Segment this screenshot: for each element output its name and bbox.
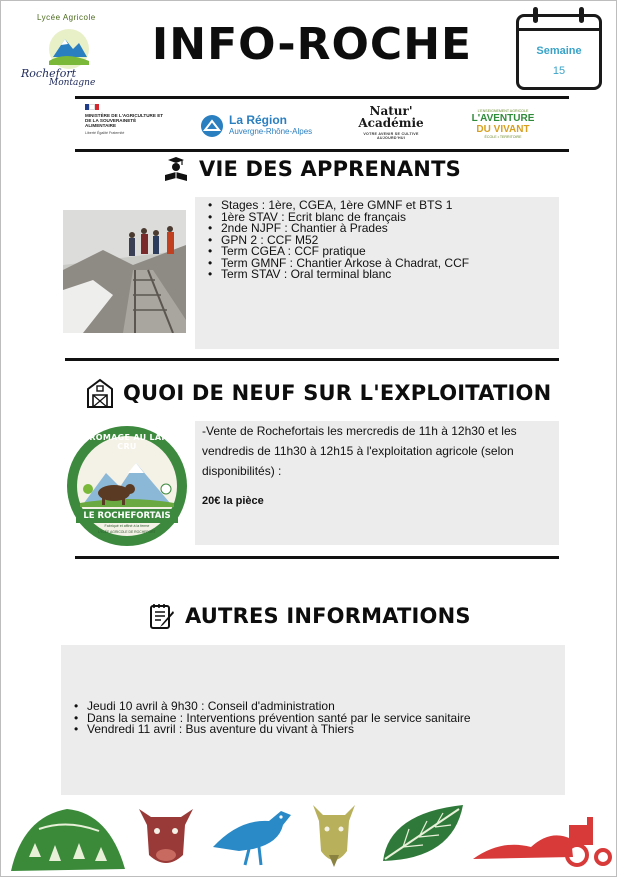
aventure-pre: L'ENSEIGNEMENT AGRICOLE xyxy=(477,109,529,113)
calendar-week-number: 15 xyxy=(552,65,566,77)
apprenants-content-box xyxy=(195,197,559,349)
list-item: • GPN 2 : CCF M52 xyxy=(206,235,559,247)
mountain-logo-icon xyxy=(35,27,95,71)
notepad-pen-icon xyxy=(147,601,177,631)
leaf-icon xyxy=(379,799,467,869)
ministry-motto: Liberté Égalité Fraternité xyxy=(85,130,125,135)
natur-line2: Académie xyxy=(358,116,424,130)
ministry-logo xyxy=(85,104,165,135)
section-title: VIE DES APPRENANTS xyxy=(199,157,461,181)
red-tractor-icon xyxy=(471,799,615,871)
cheese-label-sub: Fabriqué et affiné à la ferme xyxy=(104,524,150,528)
aventure-line1: L'AVENTURE xyxy=(471,113,535,124)
divider xyxy=(75,556,559,559)
section-heading-autres xyxy=(147,601,471,631)
calendar-label: Semaine xyxy=(536,45,582,57)
list-item: • 2nde NJPF : Chantier à Prades xyxy=(206,223,559,235)
cheese-label-bottom: LYCÉE AGRICOLE DE ROCHEFORT xyxy=(98,530,156,534)
price-text: 20€ la pièce xyxy=(202,495,264,507)
list-item: • Jeudi 10 avril à 9h30 : Conseil d'administration xyxy=(72,701,565,713)
region-line2: Auvergne-Rhône-Alpes xyxy=(229,127,313,136)
section-title: QUOI DE NEUF SUR L'EXPLOITATION xyxy=(123,381,552,405)
french-flag-icon xyxy=(85,104,99,110)
goat-head-icon xyxy=(307,799,361,873)
aventure-du-vivant-logo xyxy=(467,109,539,139)
exploitation-content-box xyxy=(195,421,559,545)
list-item: • 1ère STAV : Ecrit blanc de français xyxy=(206,212,559,224)
divider xyxy=(65,358,559,361)
region-logo xyxy=(201,114,321,137)
list-item: • Vendredi 11 avril : Bus aventure du vivant à Thiers xyxy=(72,724,565,736)
barn-icon xyxy=(85,377,115,409)
blue-bird-icon xyxy=(209,799,299,869)
page-title: INFO-ROCHE xyxy=(151,19,473,70)
logo-name-montagne: Montagne xyxy=(49,78,96,88)
region-mountain-icon xyxy=(201,115,223,137)
natur-academie-logo xyxy=(351,105,431,140)
aventure-post: ÉCOLE • TERRITOIRE xyxy=(484,135,522,139)
rochefortais-cheese-label xyxy=(66,425,188,547)
region-line1: La Région xyxy=(229,113,288,127)
apprenants-list xyxy=(206,200,559,281)
section-title: AUTRES INFORMATIONS xyxy=(185,604,471,628)
school-logo xyxy=(19,11,117,89)
week-calendar xyxy=(516,14,602,90)
list-item: • Stages : 1ère, CGEA, 1ère GMNF et BTS 1 xyxy=(206,200,559,212)
autres-content-box xyxy=(61,645,565,795)
section-heading-exploitation xyxy=(85,377,551,409)
sale-description: -Vente de Rochefortais les mercredis de 11h à 12h30 et les vendredis de 11h30 à 12h15 à l'exploitation agricole (selon disponibilités) : xyxy=(202,424,517,478)
section-heading-apprenants xyxy=(161,154,461,184)
divider xyxy=(75,149,569,152)
cheese-label-top: FROMAGE AU LAIT CRU xyxy=(83,433,171,451)
divider xyxy=(75,96,569,99)
calendar-ring-icon xyxy=(579,7,584,23)
green-hill-icon xyxy=(9,799,127,875)
students-hike-photo xyxy=(63,210,186,333)
logo-name-rochefort: Rochefort xyxy=(21,67,77,80)
list-item: • Dans la semaine : Interventions prévention santé par le service sanitaire xyxy=(72,713,565,725)
cow-head-icon xyxy=(131,799,201,873)
student-reading-icon xyxy=(161,154,191,184)
ministry-title: MINISTÈRE DE L'AGRICULTURE ET DE LA SOUVERAINETÉ ALIMENTAIRE xyxy=(85,113,164,129)
logo-arc-text: Lycée Agricole xyxy=(37,13,96,22)
natur-line1: Natur' xyxy=(369,104,413,118)
natur-tagline: VOTRE AVENIR SE CULTIVE AUJOURD'HUI xyxy=(363,132,419,140)
cheese-label-name: LE ROCHEFORTAIS xyxy=(83,511,171,521)
list-item: • Term CGEA : CCF pratique xyxy=(206,246,559,258)
list-item: • Term GMNF : Chantier Arkose à Chadrat, CCF xyxy=(206,258,559,270)
list-item: • Term STAV : Oral terminal blanc xyxy=(206,269,559,281)
aventure-line2: DU VIVANT xyxy=(476,124,530,135)
calendar-top-bar xyxy=(519,17,599,31)
autres-list xyxy=(72,701,565,736)
calendar-ring-icon xyxy=(533,7,538,23)
